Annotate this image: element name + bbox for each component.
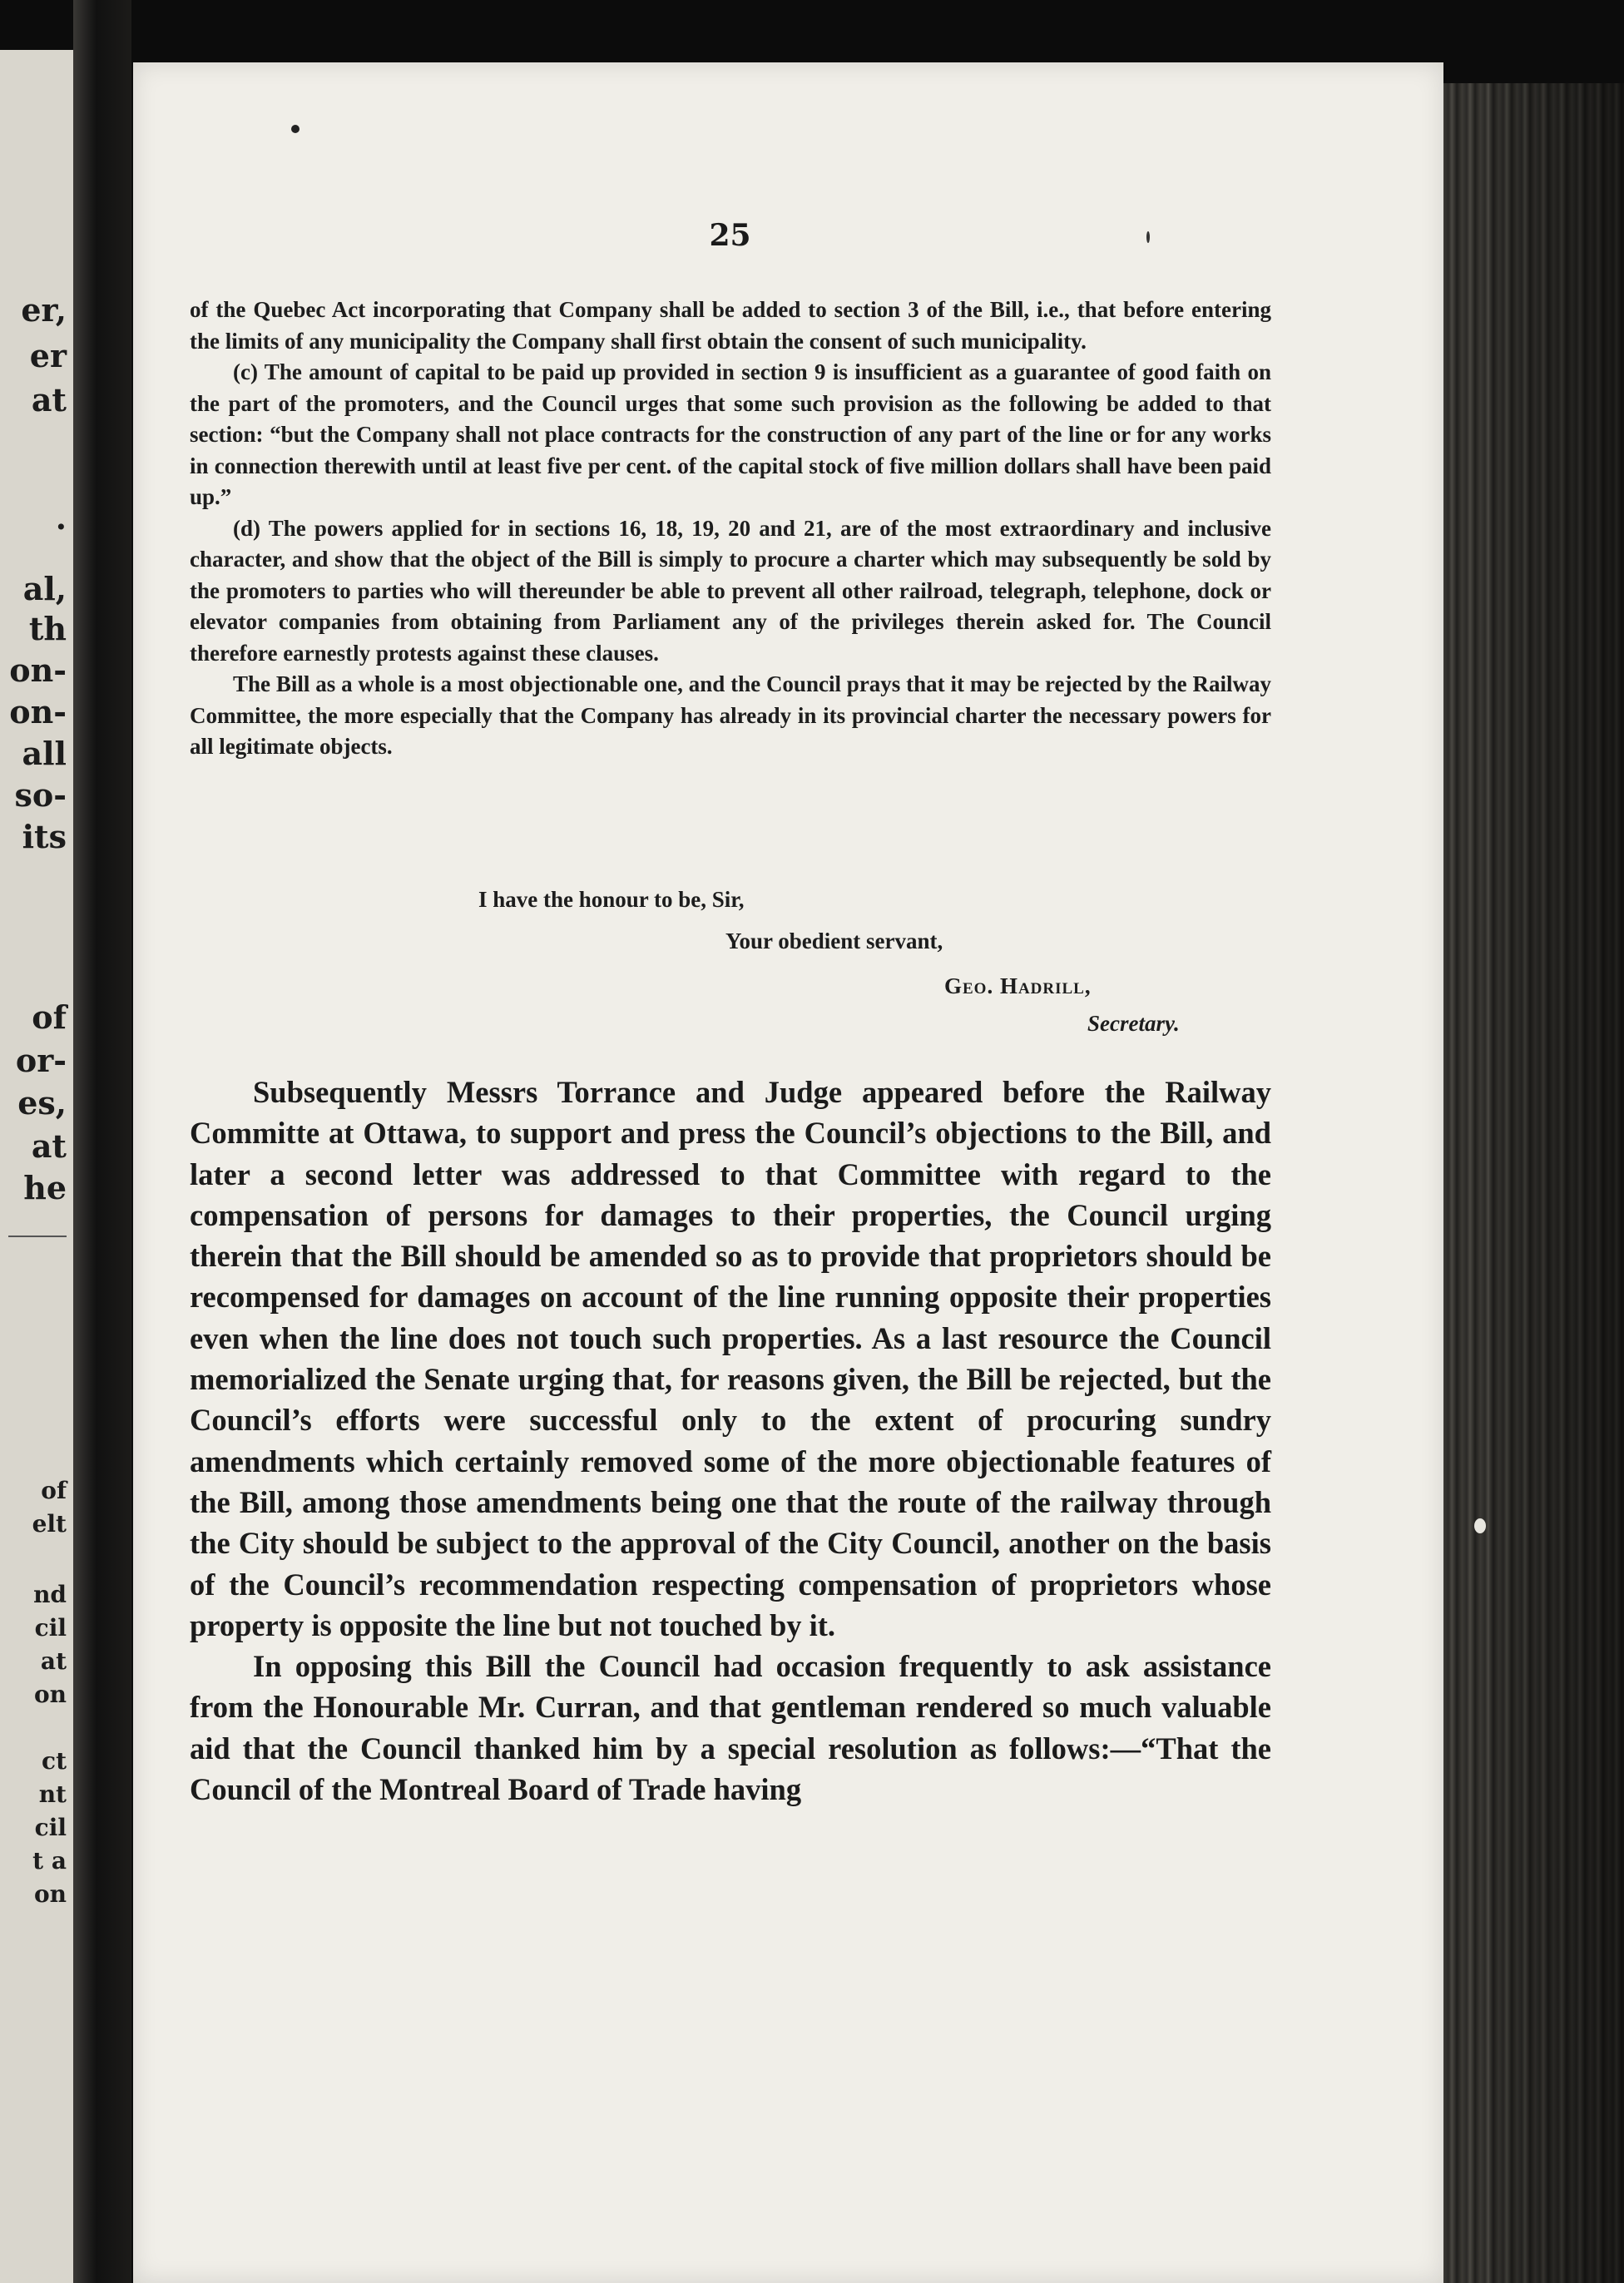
adjacent-page-fragment: at (31, 1127, 67, 1165)
adjacent-page-fragment: cil (34, 1614, 67, 1642)
adjacent-page-rule (8, 1236, 67, 1237)
adjacent-page-fragment: of (41, 1477, 67, 1504)
book-edge-shadow (1489, 83, 1624, 2283)
page-tear-mark (1474, 1518, 1486, 1533)
adjacent-page-fragment: its (22, 818, 67, 855)
adjacent-page-fragment: t a (32, 1847, 67, 1874)
adjacent-page-fragment: nd (33, 1581, 67, 1608)
letter-paragraph: (d) The powers applied for in sections 16, 18, 19, 20 and 21, are of the most extraordinary and inclusive character, and show that the object of the Bill is simply to procure a charter which may subsequently be sold by the promoters to parties who will thereunder be able to prevent all other railroad, telegraph, telephone, dock or elevator companies from obtaining from Parliament any of the privileges therein asked for. The Council therefore earnestly protests against these clauses. (190, 515, 1271, 666)
letter-closing-line: I have the honour to be, Sir, (478, 887, 745, 912)
adjacent-page-fragment: at (40, 1647, 67, 1675)
adjacent-page-fragment: on (33, 1681, 67, 1708)
body-paragraph: Subsequently Messrs Torrance and Judge appeared before the Railway Committe at Ottawa, to support and press the Council’s objections to the Bill, and later a second letter was addressed to that Committee with regard to the compensation of persons for damages to their properties, the Council urging therein that the Bill should be amended so as to provide that proprietors should be recompensed for damages on account of the line running opposite their properties even when the line does not touch such properties. As a last resource the Council memorialized the Senate urging that, for reasons given, the Bill be rejected, but the Council’s efforts were successful only to the extent of procuring sundry amendments which certainly removed some of the more objectionable features of the Bill, among those amendments being one that the route of the railway through the City should be subject to the approval of the City Council, another on the basis of the Council’s recommendation respecting compensation of proprietors whose property is opposite the line but not touched by it. (190, 1075, 1271, 1642)
letter-signatory-title: Secretary. (1087, 1011, 1180, 1036)
adjacent-page-fragment: all (22, 735, 67, 772)
letter-paragraph: of the Quebec Act incorporating that Company shall be added to section 3 of the Bill, i.e., that before entering the limits of any municipality the Company shall first obtain the consent of such municipality. (190, 297, 1271, 354)
adjacent-page-fragment: of (32, 998, 67, 1036)
ink-speck (291, 125, 300, 133)
adjacent-page-fragment: or- (15, 1042, 67, 1079)
adjacent-page-fragment: he (23, 1169, 67, 1206)
adjacent-page-fragment: on- (9, 693, 67, 730)
body-text (190, 1072, 1271, 1810)
adjacent-page-fragment: on (33, 1880, 67, 1908)
adjacent-page-fragment: so- (14, 776, 67, 814)
adjacent-page-fragment: al, (22, 570, 67, 607)
adjacent-page-fragment: th (28, 610, 67, 647)
letter-excerpt (190, 295, 1271, 763)
letter-signature: Geo. Hadrill, (944, 973, 1092, 998)
letter-paragraph: (c) The amount of capital to be paid up provided in section 9 is insufficient as a guarantee of good faith on the part of the promoters, and the Council urges that some such provision as the following be added to that section: “but the Company shall not place contracts for the construction of any part of the line or for any works in connection therewith until at least five per cent. of the capital stock of five million dollars shall have been paid up.” (190, 359, 1271, 509)
adjacent-page-fragment: elt (32, 1510, 67, 1538)
adjacent-page-fragment: er, (21, 291, 67, 329)
letter-closing-line: Your obedient servant, (725, 929, 943, 953)
adjacent-page-fragment: on- (9, 651, 67, 689)
adjacent-page-fragment: . (55, 499, 67, 537)
adjacent-page-fragment: es, (17, 1084, 67, 1122)
adjacent-page-fragment: er (29, 337, 67, 374)
adjacent-page-strip (0, 50, 73, 2283)
adjacent-page-fragment: ct (42, 1747, 67, 1775)
book-gutter (73, 0, 131, 2283)
body-paragraph: In opposing this Bill the Council had occasion frequently to ask assistance from the Honourable Mr. Curran, and that gentleman rendered so much valuable aid that the Council thanked him by a special resolution as follows:—“That the Council of the Montreal Board of Trade having (190, 1649, 1271, 1807)
page-number: 25 (709, 218, 751, 253)
adjacent-page-fragment: at (31, 381, 67, 418)
letter-paragraph: The Bill as a whole is a most objectionable one, and the Council prays that it may be rejected by the Railway Committee, the more especially that the Company has already in its provincial charter the necessary powers for all legitimate objects. (190, 671, 1271, 759)
adjacent-page-fragment: nt (38, 1780, 67, 1808)
adjacent-page-fragment: cil (34, 1814, 67, 1841)
